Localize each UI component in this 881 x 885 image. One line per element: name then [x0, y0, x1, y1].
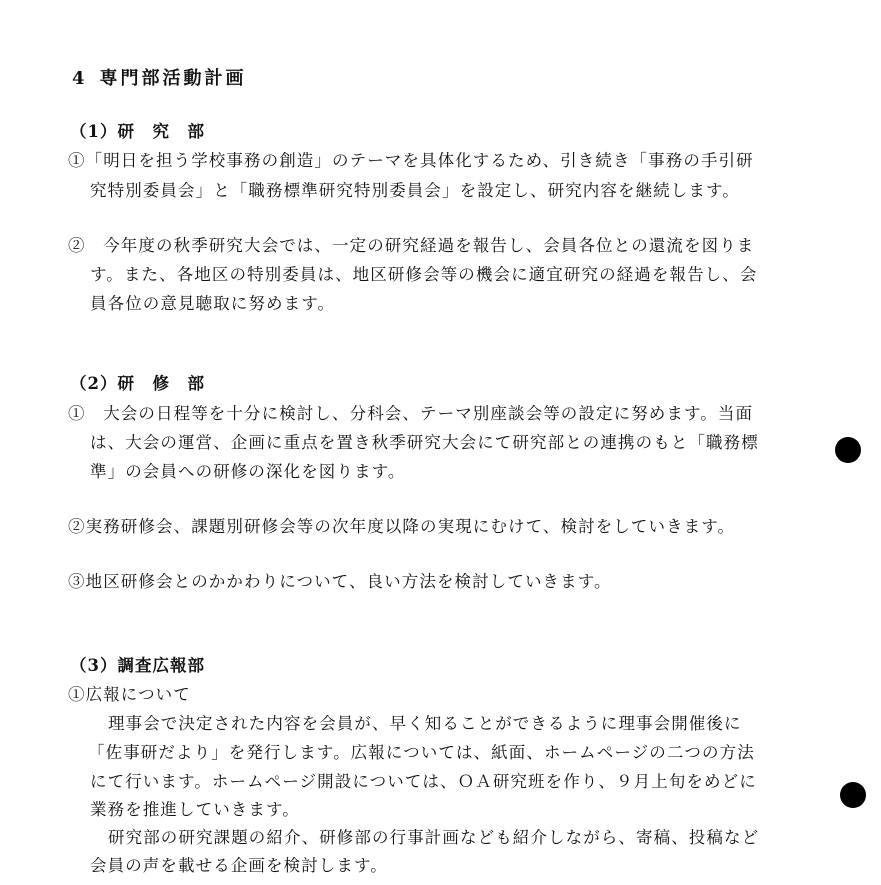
punch-hole-mark [835, 437, 861, 463]
survey-line-1: ①広報について [68, 685, 191, 704]
title-number: 4 [72, 68, 88, 89]
research-line-5: 員各位の意見聴取に努めます。 [90, 294, 336, 313]
survey-line-5: 業務を推進していきます。 [90, 800, 300, 819]
research-line-3: ② 今年度の秋季研究大会では、一定の研究経過を報告し、会員各位との還流を図りま [68, 236, 755, 255]
survey-line-4: にて行います。ホームページ開設については、ＯＡ研究班を作り、９月上旬をめどに [90, 772, 757, 791]
survey-line-2: 理事会で決定された内容を会員が、早く知ることができるように理事会開催後に [108, 714, 742, 733]
page-title [72, 64, 247, 90]
section-heading-training: （2）研 修 部 [70, 374, 205, 393]
punch-hole-mark [840, 782, 866, 808]
survey-line-7: 会員の声を載せる企画を検討します。 [90, 856, 388, 875]
survey-line-6: 研究部の研究課題の紹介、研修部の行事計画なども紹介しながら、寄稿、投稿など [108, 828, 760, 847]
survey-line-3: 「佐事研だより」を発行します。広報については、紙面、ホームページの二つの方法 [88, 743, 755, 762]
section-heading-research: （1）研 究 部 [70, 122, 205, 141]
training-line-1: ① 大会の日程等を十分に検討し、分科会、テーマ別座談会等の設定に努めます。当面 [68, 404, 754, 423]
research-line-4: す。また、各地区の特別委員は、地区研修会等の機会に適宜研究の経過を報告し、会 [90, 265, 758, 284]
training-line-5: ③地区研修会とのかかわりについて、良い方法を検討していきます。 [68, 572, 612, 591]
training-line-4: ②実務研修会、課題別研修会等の次年度以降の実現にむけて、検討をしていきます。 [68, 517, 736, 536]
section-heading-survey-pr: （3）調査広報部 [70, 656, 205, 675]
title-text: 専門部活動計画 [99, 68, 247, 89]
research-line-1: ①「明日を担う学校事務の創造」のテーマを具体化するため、引き続き「事務の手引研 [68, 151, 754, 170]
training-line-3: 準」の会員への研修の深化を図ります。 [90, 462, 406, 481]
research-line-2: 究特別委員会」と「職務標準研究特別委員会」を設定し、研究内容を継続します。 [90, 181, 740, 200]
training-line-2: は、大会の運営、企画に重点を置き秋季研究大会にて研究部との連携のもと「職務標 [90, 433, 759, 452]
